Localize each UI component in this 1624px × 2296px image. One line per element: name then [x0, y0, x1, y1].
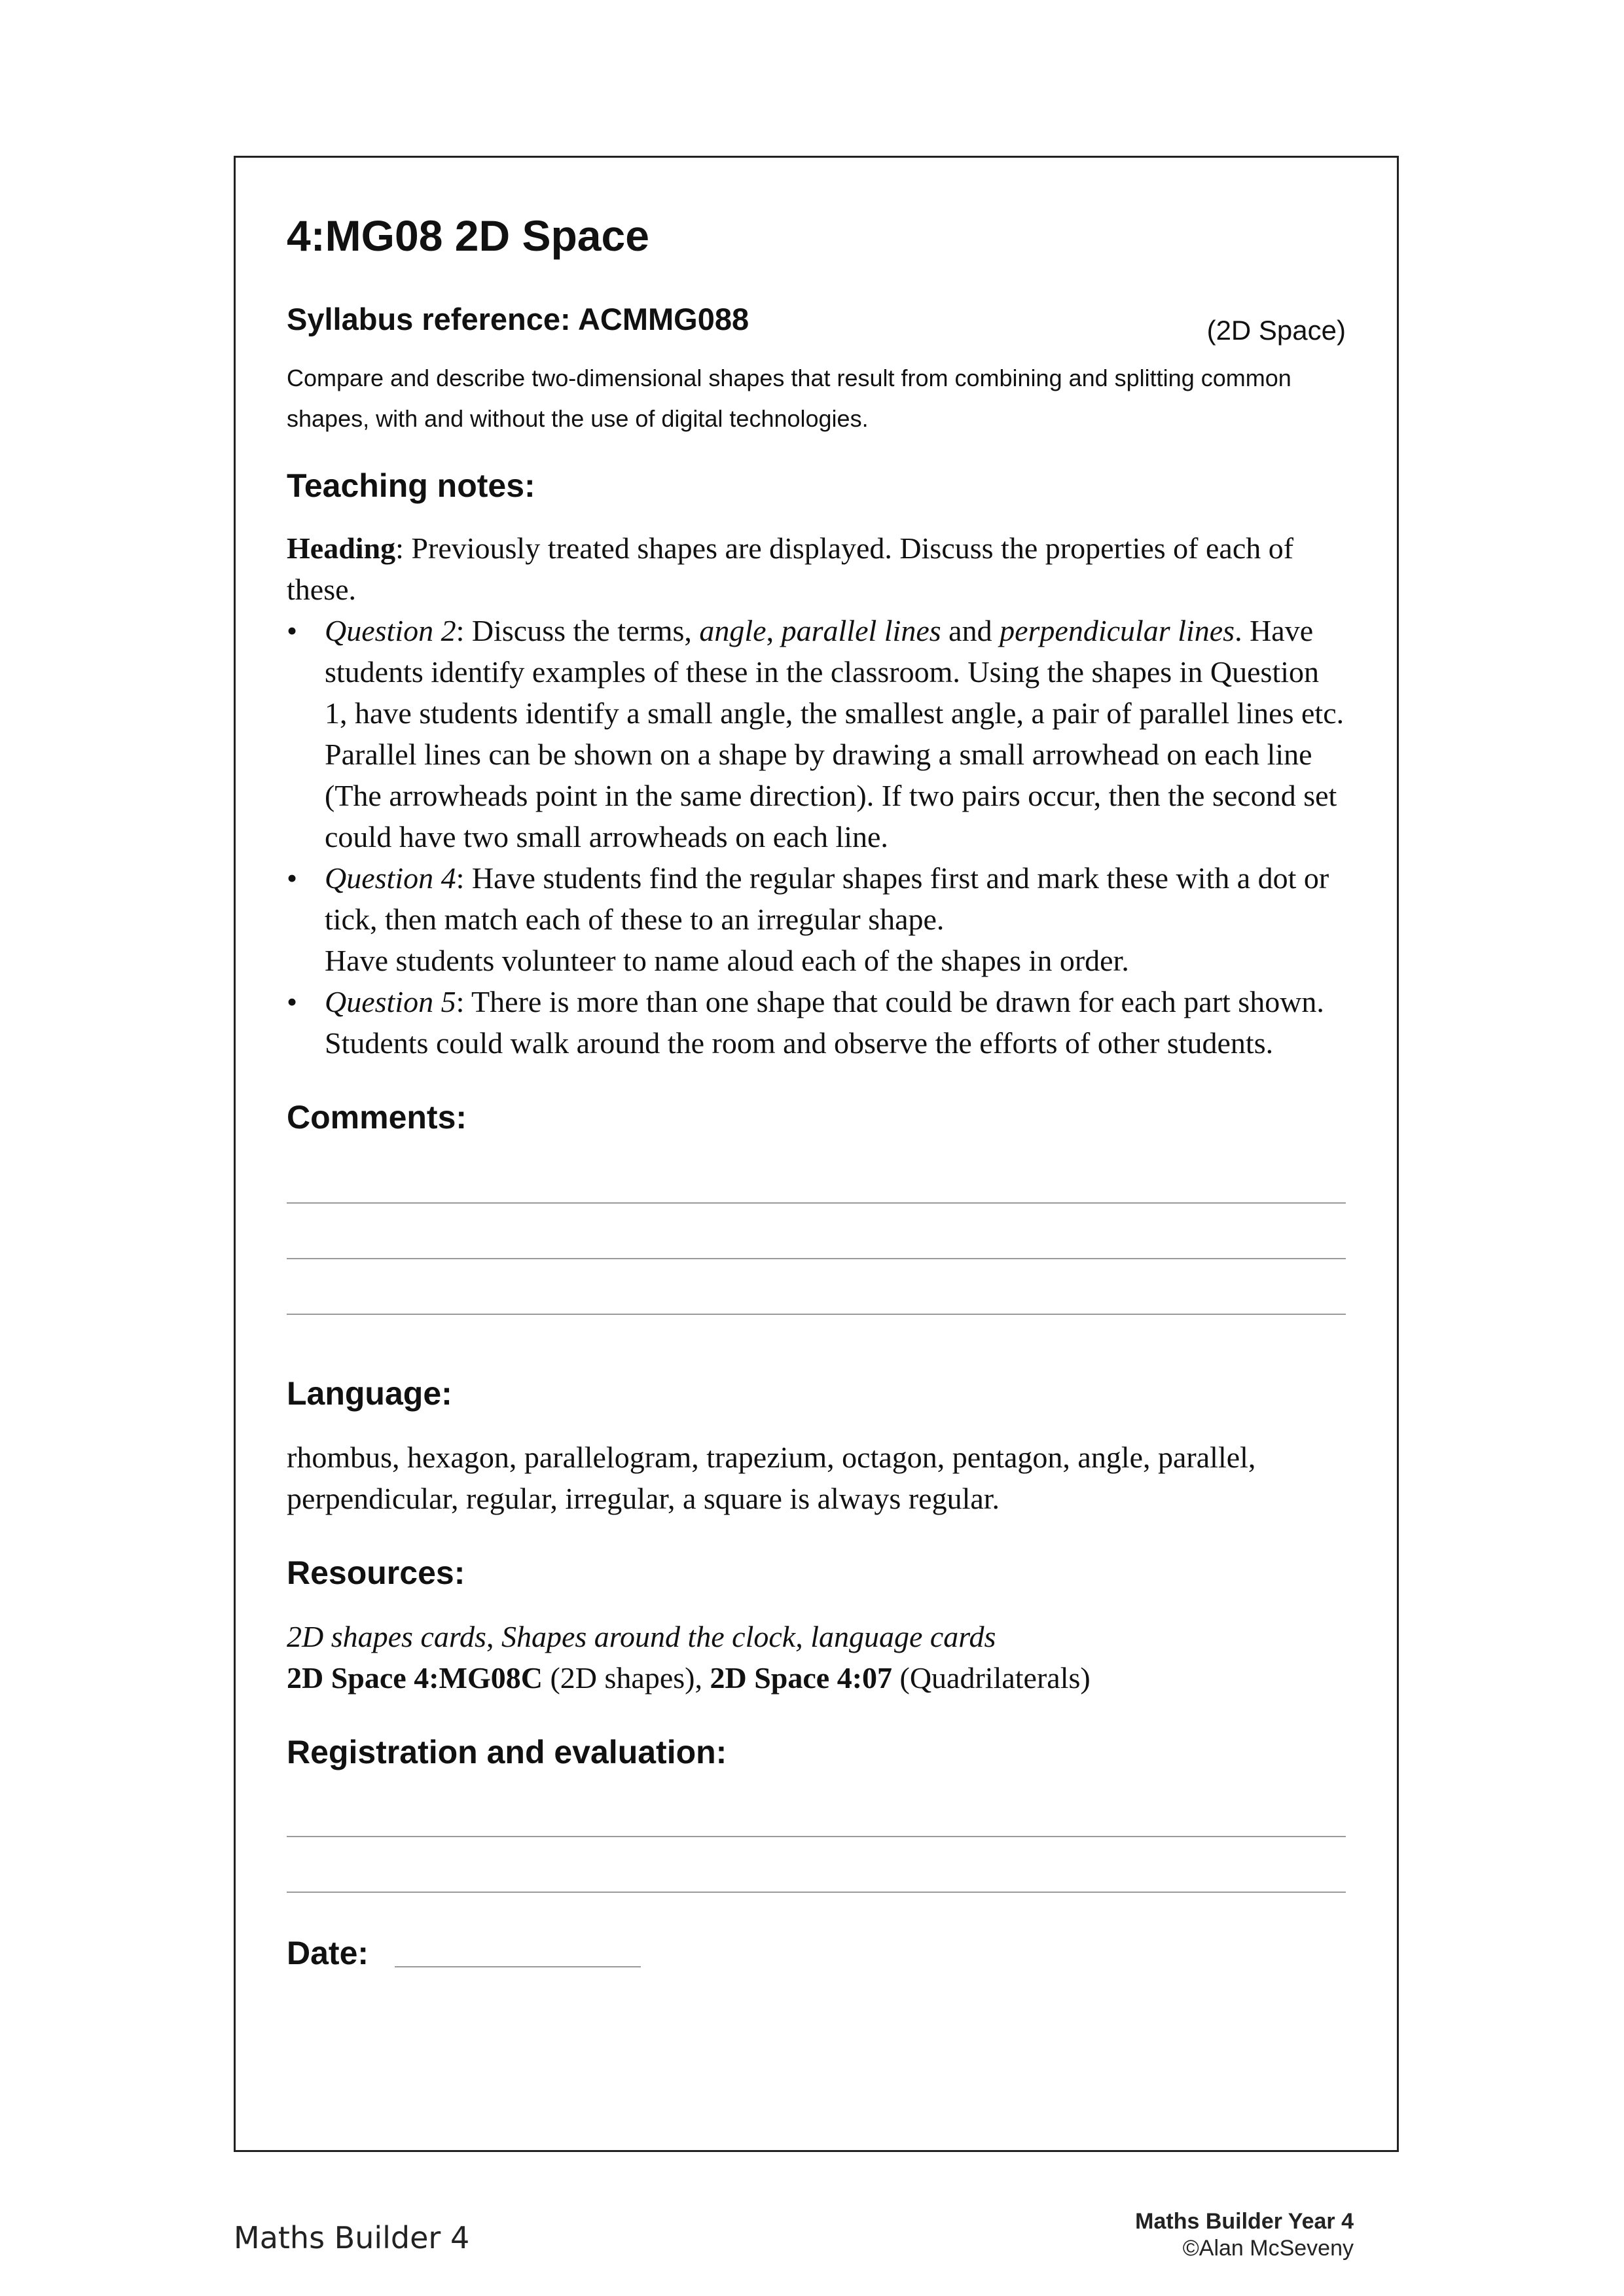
registration-heading: Registration and evaluation:: [287, 1734, 727, 1771]
footer-copyright: ©Alan McSeveny: [1182, 2235, 1354, 2261]
intro-text: : Previously treated shapes are displayed. Discuss the properties of each of these.: [287, 531, 1294, 606]
teaching-notes-list: [287, 610, 1346, 1064]
question-2-text: . Have students identify examples of these in the classroom. Using the shapes in Question 1, have students identify a small angle, the smallest angle, a pair of parallel lines etc. Parallel lines can be shown on a shape by drawing a small arrowhead on each line (The arrowheads point in the same direction). If two pairs occur, then the second set could have two small arrowheads on each line.: [325, 613, 1344, 853]
resources-heading: Resources:: [287, 1554, 465, 1592]
bullet: •: [287, 985, 298, 1018]
footer-book-title: Maths Builder Year 4: [1135, 2209, 1354, 2234]
page-title: 4:MG08 2D Space: [287, 211, 649, 260]
resource-shapes-around-clock: Shapes around the clock, language cards: [501, 1620, 996, 1654]
footer-credits: [1135, 2208, 1354, 2262]
teaching-intro: [287, 528, 1346, 610]
topic-tag: (2D Space): [1206, 315, 1346, 346]
question-2-text: : Discuss the terms,: [456, 613, 700, 647]
syllabus-description: Compare and describe two-dimensional shapes that result from combining and splitting common shapes, with and without the use of digital technologies.: [287, 364, 1291, 433]
lesson-frame: [234, 156, 1399, 2152]
lesson-content: [287, 210, 1346, 1973]
resource-ref-1-text: (2D shapes),: [542, 1661, 710, 1695]
registration-line: [287, 1836, 1346, 1837]
question-5-label: Question 5: [325, 985, 456, 1018]
comment-line: [287, 1258, 1346, 1259]
term-angle: angle: [699, 613, 767, 647]
question-2-text: ,: [766, 613, 782, 647]
question-2-text: and: [941, 613, 1000, 647]
resource-2d-shapes-cards: 2D shapes cards: [287, 1620, 486, 1654]
registration-line: [287, 1892, 1346, 1893]
term-parallel-lines: parallel lines: [781, 613, 941, 647]
teaching-notes-heading: Teaching notes:: [287, 467, 535, 504]
question-4-continuation: Have students volunteer to name aloud each of the shapes in order.: [325, 943, 1129, 977]
question-2-label: Question 2: [325, 613, 456, 647]
question-4-label: Question 4: [325, 861, 456, 895]
comments-heading: Comments:: [287, 1099, 467, 1136]
date-label: Date:: [287, 1935, 369, 1972]
term-perpendicular-lines: perpendicular lines: [1000, 613, 1235, 647]
syllabus-reference: Syllabus reference: ACMMG088: [287, 302, 749, 337]
comment-line: [287, 1314, 1346, 1315]
resource-ref-1: 2D Space 4:MG08C: [287, 1661, 543, 1695]
list-item-question-5: [287, 981, 1346, 1064]
bullet: •: [287, 861, 298, 895]
comment-line: [287, 1202, 1346, 1204]
language-heading: Language:: [287, 1375, 452, 1412]
question-4-text: : Have students find the regular shapes first and mark these with a dot or tick, then match each of these to an irregular shape.: [325, 861, 1329, 936]
bullet: •: [287, 613, 298, 647]
resources-text: [287, 1616, 1346, 1698]
resource-ref-2-text: (Quadrilaterals): [892, 1661, 1091, 1695]
list-item-question-4: [287, 857, 1346, 981]
list-item-question-2: [287, 610, 1346, 857]
language-text: rhombus, hexagon, parallelogram, trapezium, octagon, pentagon, angle, parallel, perpendicular, regular, irregular, a square is always regular.: [287, 1441, 1256, 1516]
footer-series-name: Maths Builder 4: [234, 2220, 470, 2255]
date-row: [287, 1933, 1346, 1973]
date-blank-line: [395, 1966, 641, 1967]
intro-label: Heading: [287, 531, 396, 565]
resource-ref-2: 2D Space 4:07: [710, 1661, 893, 1695]
question-5-text: : There is more than one shape that could be drawn for each part shown. Students could walk around the room and observe the efforts of other students.: [325, 985, 1324, 1060]
resource-separator: ,: [486, 1620, 501, 1654]
